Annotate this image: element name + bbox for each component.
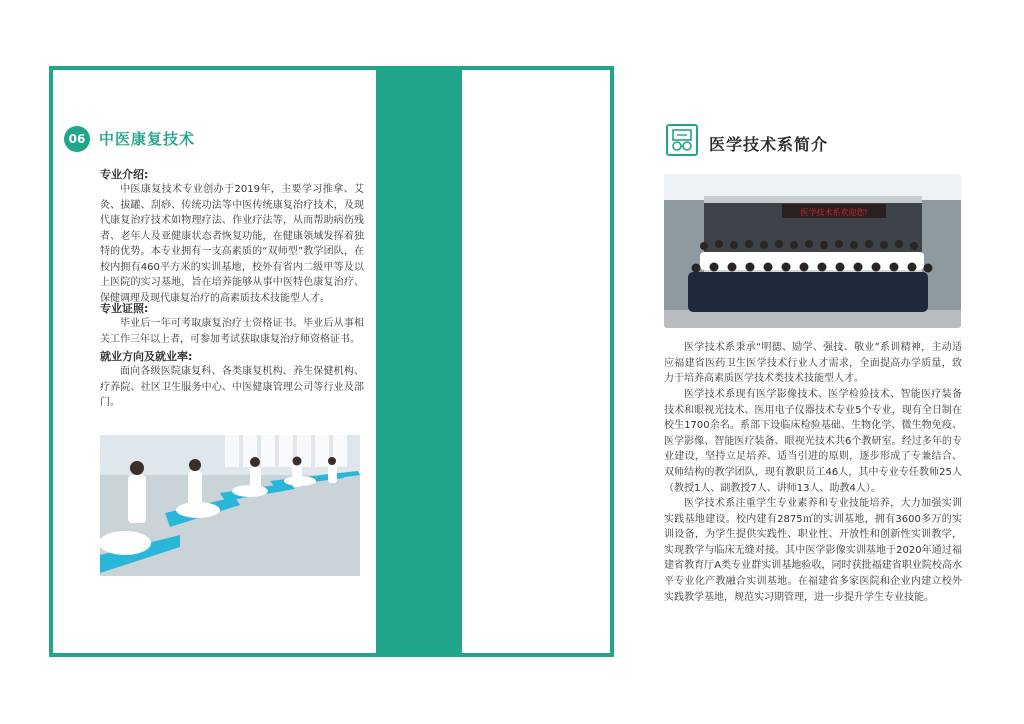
intro-heading: 专业介绍: (100, 168, 149, 181)
right-page-frame (462, 66, 614, 657)
cert-text: 毕业后一年可考取康复治疗士资格证书。毕业后从事相关工作三年以上者，可参加考试获取康复治疗师资格证书。 (100, 318, 364, 345)
intro-paragraph-3: 医学技术系注重学生专业素养和专业技能培养，大力加强实训实践基地建设。校内建有2875㎡的实训基地，拥有3600多万的实训设备，为学生提供实践性、职业性、开放性和创新性实训教学，实现教学与临床无缝对接。其中医学影像实训基地于2020年通过福建省教育厅A类专业群实训基地验收，同时获批福建省职业院校高水平专业化产教融合实训基地。在福建省多家医院和企业内建立校外实践教学基地，规范实习期管理，进一步提升学生专业技能。 (664, 498, 962, 603)
department-title: 医学技术系简介 (709, 135, 829, 154)
career-text: 面向各级医院康复科、各类康复机构、养生保健机构、疗养院、社区卫生服务中心、中医健康管理公司等行业及部门。 (100, 366, 364, 408)
spine-bar (376, 66, 462, 657)
welcome-banner-text: 医学技术系欢迎您! (800, 208, 868, 217)
career-heading: 就业方向及就业率: (100, 350, 193, 363)
section-title: 中医康复技术 (99, 130, 196, 148)
intro-paragraph-2: 医学技术系现有医学影像技术、医学检验技术、智能医疗装备技术和眼视光技术、医用电子仪器技术专业5个专业，现有全日制在校生1700余名。系部下设临床检验基础、生物化学、微生物免疫、医学影像、智能医疗装备、眼视光技术共6个教研室。经过多年的专业建设，坚持立足培养、适当引进的原则，逐步形成了专兼结合、双师结构的教学团队，现有教职员工46人，其中专业专任教师25人（教授1人、副教授7人、讲师13人、助教4人）。 (664, 389, 962, 494)
section-number-badge: 06 (64, 126, 90, 152)
department-icon (666, 124, 698, 156)
cert-heading: 专业证照: (100, 302, 149, 315)
intro-text: 中医康复技术专业创办于2019年，主要学习推拿、艾灸、拔罐、刮痧、传统功法等中医传统康复治疗技术，及现代康复治疗技术如物理疗法、作业疗法等，从而帮助病伤残者、老年人及亚健康状态者恢复功能，在健康领域发挥着独特的优势。本专业拥有一支高素质的“双师型”教学团队，在校内拥有460平方米的实训基地，校外有省内二级甲等及以上医院的实习基地，旨在培养能够从事中医特色康复治疗、保健调理及现代康复治疗的高素质技术技能型人才。 (100, 184, 364, 304)
intro-paragraph-1: 医学技术系秉承“明德、励学、强技、敬业”系训精神，主动适应福建省医药卫生医学技术行业人才需求，全面提高办学质量，致力于培养高素质医学技术类技术技能型人才。 (664, 342, 962, 385)
group-photo (664, 174, 961, 328)
classroom-photo (100, 435, 360, 576)
